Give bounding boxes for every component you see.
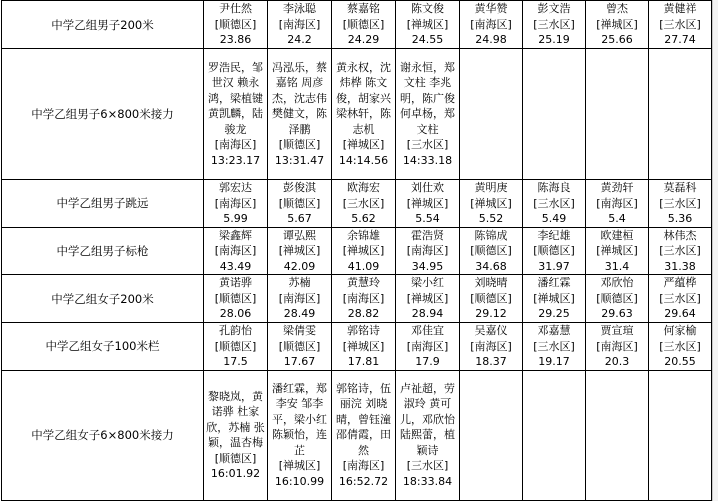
district-label: [三水区] xyxy=(533,17,575,31)
event-name-cell[interactable]: 中学乙组女子200米 xyxy=(2,275,204,323)
athlete-name: 吴嘉仪 xyxy=(474,324,508,337)
event-row xyxy=(2,49,712,180)
district-label: [三水区] xyxy=(342,196,385,210)
result-cell[interactable] xyxy=(396,275,460,323)
result-value: 24.55 xyxy=(411,33,444,47)
district-label: [三水区] xyxy=(659,17,701,31)
district-label: [顺德区] xyxy=(533,244,575,257)
result-value: 24.98 xyxy=(475,33,507,47)
result-cell[interactable] xyxy=(523,370,586,500)
result-cell[interactable] xyxy=(204,180,268,228)
result-value: 41.09 xyxy=(347,259,380,273)
result-value: 17.81 xyxy=(347,355,380,368)
athlete-name: 欧建桓 xyxy=(600,228,634,242)
event-name-cell[interactable]: 中学乙组男子跳远 xyxy=(2,180,204,228)
athlete-name: 潘红霖 xyxy=(537,276,571,290)
result-value: 24.2 xyxy=(287,33,312,47)
district-label: [禅城区] xyxy=(278,244,321,257)
sheet-right-edge xyxy=(712,0,718,501)
result-value: 27.74 xyxy=(664,33,696,47)
event-row xyxy=(2,323,712,371)
district-label: [顺德区] xyxy=(278,138,321,152)
district-label: [南海区] xyxy=(214,196,257,210)
event-name-cell[interactable]: 中学乙组男子6×800米接力 xyxy=(2,49,204,180)
result-cell[interactable] xyxy=(460,49,523,180)
result-value: 34.95 xyxy=(411,259,444,273)
athlete-name: 陈文俊 xyxy=(411,2,444,16)
event-row xyxy=(2,227,712,275)
result-value: 29.25 xyxy=(538,307,570,321)
event-name-cell[interactable]: 中学乙组女子100米栏 xyxy=(2,323,204,371)
result-cell[interactable] xyxy=(204,370,268,500)
result-cell[interactable] xyxy=(332,323,396,371)
district-label: [禅城区] xyxy=(406,291,449,305)
result-cell[interactable] xyxy=(649,1,712,49)
result-cell[interactable] xyxy=(586,1,649,49)
result-value: 28.94 xyxy=(411,307,444,321)
district-label: [三水区] xyxy=(406,138,449,152)
district-label: [禅城区] xyxy=(533,291,575,305)
district-label: [顺德区] xyxy=(214,451,257,465)
result-value: 28.06 xyxy=(219,307,252,321)
athlete-name: 冯泓乐，蔡嘉铭 周彦杰，沈志伟 樊健文，陈泽鹏 xyxy=(272,60,327,136)
district-label: [三水区] xyxy=(659,291,701,305)
athlete-name: 莫磊科 xyxy=(663,181,697,194)
result-cell[interactable] xyxy=(586,370,649,500)
district-label: [顺德区] xyxy=(214,17,257,31)
athlete-name: 曾杰 xyxy=(606,2,628,16)
athlete-name: 黄慧玲 xyxy=(347,276,380,290)
result-value: 43.49 xyxy=(219,259,252,273)
athlete-name: 黄华赞 xyxy=(474,2,508,16)
district-label: [南海区] xyxy=(278,291,321,305)
result-value: 23.86 xyxy=(219,33,252,47)
district-label: [南海区] xyxy=(214,244,257,257)
district-label: [禅城区] xyxy=(470,196,512,210)
district-label: [三水区] xyxy=(659,244,701,257)
result-value: 31.97 xyxy=(538,259,570,273)
district-label: [禅城区] xyxy=(342,339,385,353)
result-cell[interactable] xyxy=(460,180,523,228)
athlete-name: 梁倩雯 xyxy=(283,324,316,337)
results-spreadsheet xyxy=(1,0,712,501)
result-cell[interactable] xyxy=(332,49,396,180)
athlete-name: 李纪雄 xyxy=(537,228,571,242)
district-label: [禅城区] xyxy=(342,138,385,152)
result-cell[interactable] xyxy=(649,227,712,275)
result-cell[interactable] xyxy=(268,227,332,275)
result-cell[interactable] xyxy=(460,323,523,371)
athlete-name: 郭铭诗 xyxy=(347,324,380,337)
athlete-name: 霍浩贤 xyxy=(411,228,444,242)
district-label: [南海区] xyxy=(596,339,638,353)
event-row xyxy=(2,370,712,500)
district-label: [禅城区] xyxy=(406,17,449,31)
district-label: [三水区] xyxy=(659,339,701,353)
result-cell[interactable] xyxy=(268,275,332,323)
result-cell[interactable] xyxy=(586,323,649,371)
district-label: [禅城区] xyxy=(342,244,385,257)
result-value: 5.62 xyxy=(351,212,376,225)
result-value: 5.67 xyxy=(287,212,312,225)
result-cell[interactable] xyxy=(649,49,712,180)
athlete-name: 彭俊淇 xyxy=(283,181,316,194)
district-label: [顺德区] xyxy=(470,291,512,305)
result-cell[interactable] xyxy=(460,1,523,49)
result-value: 5.49 xyxy=(541,212,567,225)
athlete-name: 苏楠 xyxy=(288,276,311,290)
result-cell[interactable] xyxy=(396,49,460,180)
result-value: 29.64 xyxy=(664,307,696,321)
result-cell[interactable] xyxy=(396,1,460,49)
event-name-cell[interactable]: 中学乙组女子6×800米接力 xyxy=(2,370,204,500)
result-value: 16:01.92 xyxy=(210,467,261,480)
district-label: [南海区] xyxy=(214,138,257,152)
athlete-name: 罗浩民，邹世汉 赖永鸿，梁植键 黄凯麟，陆骏龙 xyxy=(208,60,263,136)
result-cell[interactable] xyxy=(204,1,268,49)
event-row xyxy=(2,1,712,49)
result-cell[interactable] xyxy=(204,275,268,323)
athlete-name: 尹仕然 xyxy=(219,2,252,16)
result-cell[interactable] xyxy=(332,1,396,49)
district-label: [禅城区] xyxy=(596,17,638,31)
district-label: [顺德区] xyxy=(596,291,638,305)
district-label: [南海区] xyxy=(596,196,638,210)
result-value: 13:23.17 xyxy=(210,153,261,167)
athlete-name: 梁小红 xyxy=(411,276,444,290)
athlete-name: 卢祉超，劳淑玲 黄可儿，邓欣怡 陆熙蕾，植颖诗 xyxy=(400,381,455,457)
result-value: 34.68 xyxy=(475,259,507,273)
result-value: 17.9 xyxy=(415,355,440,368)
district-label: [顺德区] xyxy=(470,244,512,257)
result-value: 31.38 xyxy=(664,259,696,273)
result-cell[interactable] xyxy=(268,1,332,49)
athlete-name: 刘晓晴 xyxy=(474,276,508,290)
result-cell[interactable] xyxy=(268,323,332,371)
result-value: 17.5 xyxy=(223,355,248,368)
result-cell[interactable] xyxy=(332,275,396,323)
athlete-name: 郭铭诗，伍丽浣 刘晓晴，曾钰潼 邵倩霞，田然 xyxy=(336,381,391,457)
result-cell[interactable] xyxy=(586,227,649,275)
athlete-name: 欧海宏 xyxy=(347,181,380,194)
result-cell[interactable] xyxy=(460,370,523,500)
district-label: [禅城区] xyxy=(406,196,449,210)
result-value: 13:31.47 xyxy=(274,153,325,167)
result-cell[interactable] xyxy=(204,323,268,371)
result-cell[interactable] xyxy=(460,227,523,275)
athlete-name: 余锦雄 xyxy=(347,228,380,242)
athlete-name: 何家榆 xyxy=(663,324,697,337)
event-name-cell[interactable]: 中学乙组男子标枪 xyxy=(2,227,204,275)
athlete-name: 梁鑫辉 xyxy=(219,228,252,242)
result-value: 18.37 xyxy=(475,355,507,368)
result-cell[interactable] xyxy=(649,180,712,228)
result-cell[interactable] xyxy=(523,323,586,371)
athlete-name: 黄劲轩 xyxy=(600,181,634,194)
result-cell[interactable] xyxy=(460,275,523,323)
result-value: 5.54 xyxy=(415,212,440,225)
result-cell[interactable] xyxy=(523,180,586,228)
result-cell[interactable] xyxy=(332,227,396,275)
result-cell[interactable] xyxy=(649,370,712,500)
result-value: 28.49 xyxy=(283,307,316,321)
result-value: 19.17 xyxy=(538,355,570,368)
athlete-name: 谭弘熙 xyxy=(283,228,316,242)
district-label: [南海区] xyxy=(470,339,512,353)
event-row xyxy=(2,180,712,228)
district-label: [顺德区] xyxy=(342,17,385,31)
athlete-name: 邓佳宜 xyxy=(411,324,444,337)
district-label: [南海区] xyxy=(278,17,321,31)
district-label: [顺德区] xyxy=(278,196,321,210)
result-cell[interactable] xyxy=(268,49,332,180)
athlete-name: 黄健祥 xyxy=(663,2,697,16)
result-value: 5.52 xyxy=(478,212,504,225)
district-label: [南海区] xyxy=(406,339,449,353)
result-cell[interactable] xyxy=(396,180,460,228)
athlete-name: 潘红霖，郑李安 邹李平，梁小红 陈颖怡，连芷 xyxy=(272,381,327,457)
athlete-name: 陈锦成 xyxy=(474,228,508,242)
district-label: [南海区] xyxy=(342,291,385,305)
athlete-name: 郭宏达 xyxy=(219,181,252,194)
result-value: 5.4 xyxy=(608,212,626,225)
result-value: 29.12 xyxy=(475,307,507,321)
athlete-name: 谢永恒，郑文柱 李兆明，陈广俊 何卓杨，郑文柱 xyxy=(400,60,455,136)
result-cell[interactable] xyxy=(332,370,396,500)
result-cell[interactable] xyxy=(332,180,396,228)
athlete-name: 蔡嘉铭 xyxy=(347,2,380,16)
result-cell[interactable] xyxy=(649,275,712,323)
result-cell[interactable] xyxy=(396,323,460,371)
result-cell[interactable] xyxy=(396,370,460,500)
district-label: [顺德区] xyxy=(214,339,257,353)
result-value: 14:33.18 xyxy=(402,153,453,167)
athlete-name: 李泳聪 xyxy=(283,2,316,16)
result-cell[interactable] xyxy=(268,370,332,500)
result-value: 20.55 xyxy=(664,355,696,368)
district-label: [南海区] xyxy=(406,244,449,257)
athlete-name: 邓欣怡 xyxy=(600,276,634,290)
athlete-name: 刘仕欢 xyxy=(411,181,444,194)
athlete-name: 黎晓岚，黄诺骅 杜家欣，苏楠 张颖，温杏梅 xyxy=(206,389,265,449)
athlete-name: 黄永权，沈炜桦 陈文俊，胡家兴 梁林轩，陈志机 xyxy=(336,60,391,136)
athlete-name: 黄诺骅 xyxy=(219,276,252,290)
result-cell[interactable] xyxy=(586,180,649,228)
result-value: 5.99 xyxy=(223,212,248,225)
district-label: [三水区] xyxy=(659,196,701,210)
district-label: [顺德区] xyxy=(214,291,257,305)
athlete-name: 严蕴桦 xyxy=(663,276,697,290)
district-label: [南海区] xyxy=(342,459,385,473)
result-value: 16:10.99 xyxy=(274,474,325,488)
result-value: 25.19 xyxy=(538,33,570,47)
result-value: 24.29 xyxy=(347,33,380,47)
district-label: [禅城区] xyxy=(596,244,638,257)
district-label: [三水区] xyxy=(533,196,575,210)
result-cell[interactable] xyxy=(204,227,268,275)
result-cell[interactable] xyxy=(586,49,649,180)
result-value: 25.66 xyxy=(601,33,633,47)
result-cell[interactable] xyxy=(204,49,268,180)
district-label: [三水区] xyxy=(533,339,575,353)
district-label: [禅城区] xyxy=(278,459,321,473)
athlete-name: 黄明庚 xyxy=(474,181,508,194)
event-row xyxy=(2,275,712,323)
result-cell[interactable] xyxy=(523,1,586,49)
result-cell[interactable] xyxy=(586,275,649,323)
district-label: [南海区] xyxy=(470,17,512,31)
result-value: 28.82 xyxy=(347,307,380,321)
athlete-name: 孔韵怡 xyxy=(219,324,252,337)
athlete-name: 贾宣瑄 xyxy=(600,324,634,337)
athlete-name: 彭文浩 xyxy=(537,2,571,16)
result-value: 29.63 xyxy=(601,307,633,321)
result-value: 14:14.56 xyxy=(338,153,389,167)
result-value: 16:52.72 xyxy=(338,474,389,488)
district-label: [三水区] xyxy=(406,459,449,473)
result-value: 18:33.84 xyxy=(402,474,453,488)
result-cell[interactable] xyxy=(523,275,586,323)
result-value: 42.09 xyxy=(283,259,316,273)
result-cell[interactable] xyxy=(396,227,460,275)
athlete-name: 邓嘉慧 xyxy=(537,324,571,337)
result-cell[interactable] xyxy=(649,323,712,371)
result-value: 31.4 xyxy=(604,259,630,273)
result-value: 17.67 xyxy=(283,355,316,368)
result-cell[interactable] xyxy=(523,49,586,180)
result-cell[interactable] xyxy=(523,227,586,275)
result-cell[interactable] xyxy=(268,180,332,228)
result-value: 5.36 xyxy=(667,212,693,225)
district-label: [顺德区] xyxy=(278,339,321,353)
athlete-name: 陈海良 xyxy=(537,181,571,194)
result-value: 20.3 xyxy=(604,355,630,368)
athlete-name: 林伟杰 xyxy=(663,228,697,242)
event-name-cell[interactable]: 中学乙组男子200米 xyxy=(2,1,204,49)
